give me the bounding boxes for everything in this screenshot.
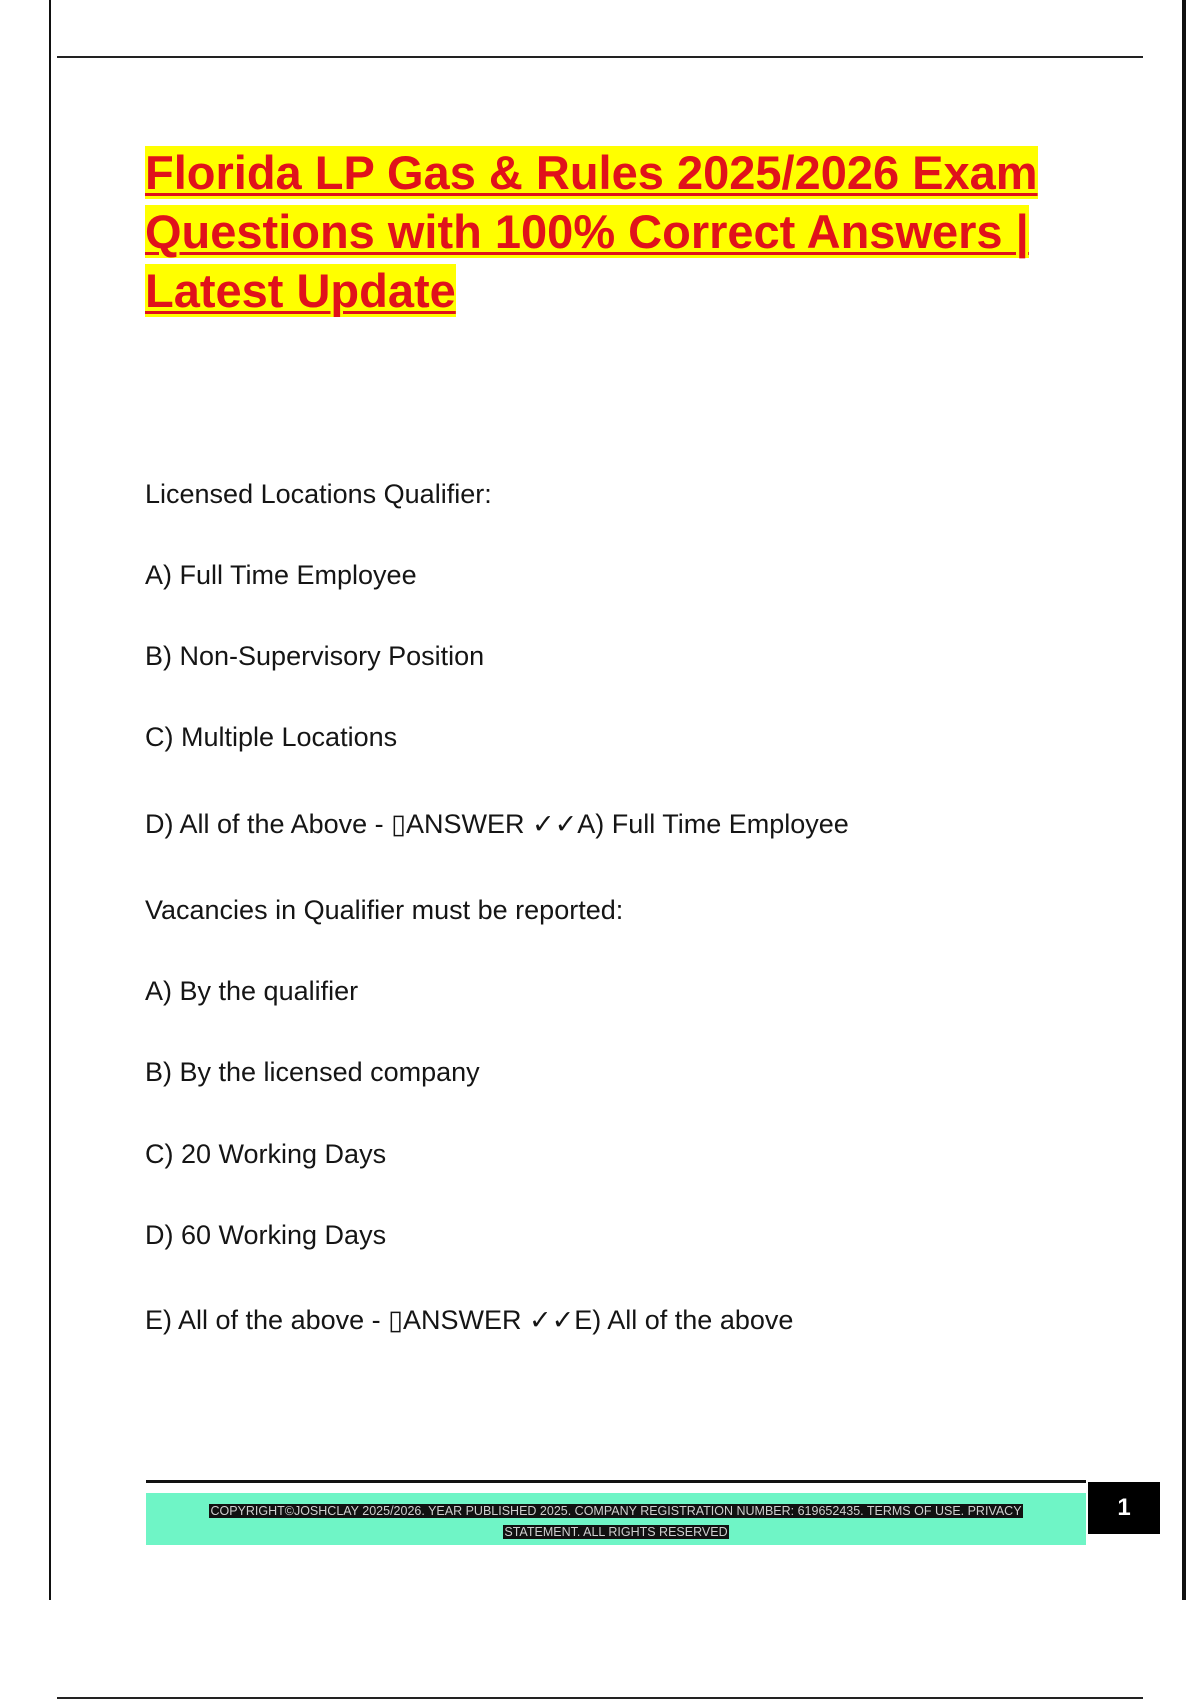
question-2-option-a: A) By the qualifier	[145, 976, 359, 1006]
next-page-rule	[57, 1697, 1143, 1699]
document-title	[145, 143, 1075, 320]
document-title-text: Florida LP Gas & Rules 2025/2026 Exam Questions with 100% Correct Answers | Latest Update	[145, 146, 1038, 317]
footer-rule	[146, 1480, 1086, 1483]
question-2-option-e-answer: E) All of the above - ▯ANSWER ✓✓E) All of the above	[145, 1305, 794, 1335]
question-2-option-c: C) 20 Working Days	[145, 1139, 387, 1169]
footer-copyright	[176, 1501, 1056, 1543]
question-2-option-b: B) By the licensed company	[145, 1057, 480, 1087]
page-number: 1	[1088, 1482, 1160, 1534]
page-border-right	[1182, 0, 1186, 1600]
page-border-left	[49, 0, 51, 1600]
question-2-option-d: D) 60 Working Days	[145, 1220, 387, 1250]
question-2-prompt: Vacancies in Qualifier must be reported:	[145, 895, 624, 925]
question-1-option-c: C) Multiple Locations	[145, 722, 398, 752]
footer-copyright-line-2: STATEMENT. ALL RIGHTS RESERVED	[504, 1525, 728, 1539]
question-1-prompt: Licensed Locations Qualifier:	[145, 479, 492, 509]
question-1-option-d-answer: D) All of the Above - ▯ANSWER ✓✓A) Full Time Employee	[145, 809, 849, 839]
footer-copyright-line-1: COPYRIGHT©JOSHCLAY 2025/2026. YEAR PUBLISHED 2025. COMPANY REGISTRATION NUMBER: 619652435. TERMS OF USE. PRIVACY	[210, 1504, 1022, 1518]
header-rule	[57, 56, 1143, 58]
footer-copyright-band	[146, 1493, 1086, 1545]
question-1-option-b: B) Non-Supervisory Position	[145, 641, 485, 671]
question-1-option-a: A) Full Time Employee	[145, 560, 417, 590]
